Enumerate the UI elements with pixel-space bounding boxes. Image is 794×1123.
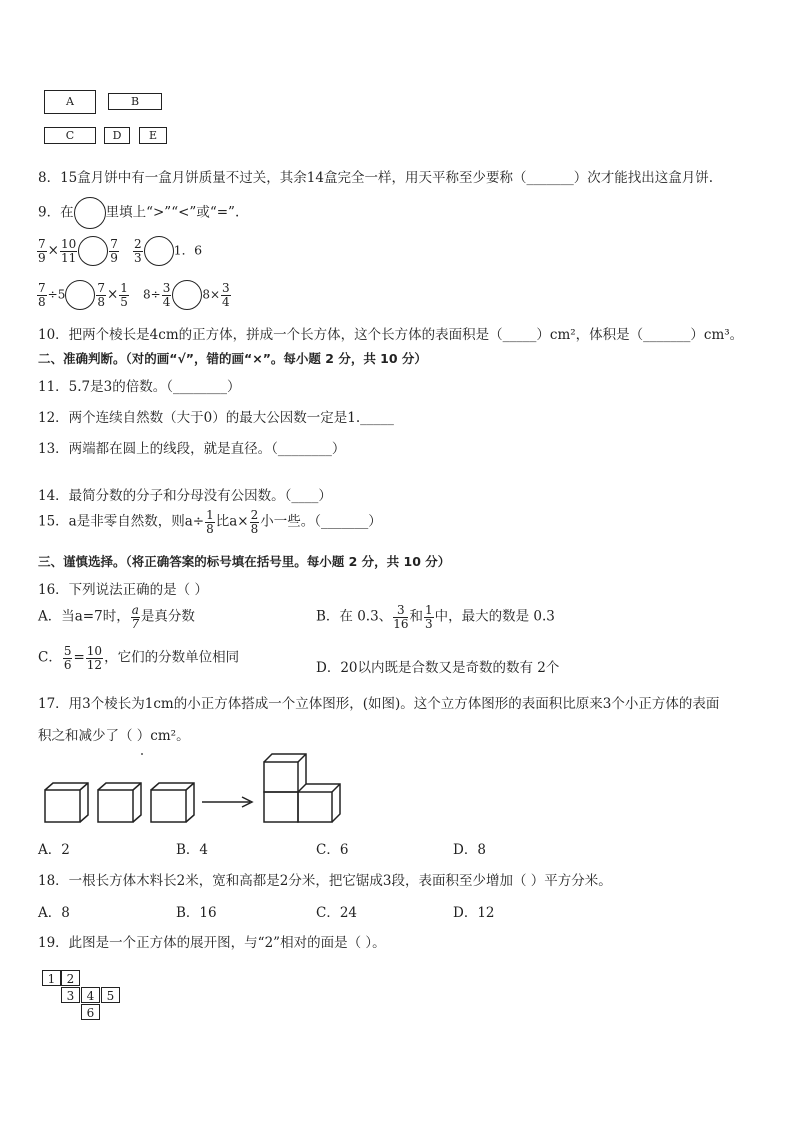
question-19: 19．此图是一个正方体的展开图，与“2”相对的面是（ ）。 [38,935,386,951]
net-cell: 2 [61,970,80,986]
fraction: $\frac{1}{8}$ [206,508,214,536]
q9-row1-left [36,236,120,266]
answer-circle[interactable] [65,280,95,310]
combined-cubes-icon [264,754,340,822]
q16-option-a [38,604,195,630]
fraction: $\frac{a}{7}$ [131,603,140,631]
cubes-figure [40,750,350,830]
q15-post: 小一些。（_______） [260,513,382,530]
question-8: 8．15盒月饼中有一盒月饼质量不过关，其余14盒完全一样，用天平称至少要称（_______）次才能找出这盒月饼. [38,170,713,186]
answer-circle[interactable] [172,280,202,310]
option-box-b: B [108,93,162,110]
q9-row2-left [36,280,130,310]
compare-circle-icon [74,197,106,229]
question-14: 14．最简分数的分子和分母没有公因数。（____） [38,488,332,504]
q17-option-c: C．6 [316,842,349,858]
fraction: $\frac{10}{11}$ [60,236,77,265]
operator: × [106,286,119,303]
option-box-a: A [44,90,96,114]
cube-icon [151,783,194,822]
question-16-stem: 16．下列说法正确的是（ ） [38,582,208,598]
net-cell: 6 [81,1004,100,1020]
fraction: $\frac{1}{3}$ [424,603,433,631]
option-box-d: D [104,127,130,144]
net-cell: 3 [61,987,80,1003]
option-box-c: C [44,127,96,144]
fraction: $\frac{2}{3}$ [134,236,142,265]
q16-option-c [38,645,239,671]
q16-option-d: D．20以内既是合数又是奇数的数有 2个 [316,660,560,676]
question-9-stem [38,197,239,229]
cube-icon [98,783,141,822]
q9-pre: 9．在 [38,204,74,221]
q18-option-d: D．12 [453,905,495,921]
question-18: 18．一根长方体木料长2米，宽和高都是2分米，把它锯成3段，表面积至少增加（ ）平方分米。 [38,873,612,889]
answer-circle[interactable] [78,236,108,266]
section-2-heading: 二、准确判断。（对的画“√”，错的画“×”。每小题 2 分，共 10 分） [38,351,427,366]
fraction: $\frac{7}{9}$ [38,236,46,265]
question-15 [38,509,382,535]
operator: 8÷ [143,287,161,302]
fraction: $\frac{3}{16}$ [393,603,409,631]
option-text: A．当a=7时， [38,608,130,625]
fraction: $\frac{2}{8}$ [250,508,259,536]
q18-option-c: C．24 [316,905,358,921]
question-10: 10．把两个棱长是4cm的正方体，拼成一个长方体，这个长方体的表面积是（_____）cm²，体积是（_______）cm³。 [38,327,744,343]
q9-row2-right [143,280,232,310]
q17-option-d: D．8 [453,842,486,858]
fraction: $\frac{10}{12}$ [86,644,103,672]
q15-pre: 15．a是非零自然数，则a÷ [38,513,205,530]
question-11: 11．5.7是3的倍数。（________） [38,379,241,395]
option-text: 中，最大的数是 0.3 [434,608,555,625]
q9-row1-right [132,236,202,266]
net-cell: 1 [42,970,61,986]
section-3-heading: 三、谨慎选择。（将正确答案的标号填在括号里。每小题 2 分，共 10 分） [38,554,451,569]
q17-option-b: B．4 [176,842,209,858]
option-text: B．在 0.3、 [316,608,393,625]
value-text: 1．6 [173,242,203,258]
cube-icon [45,783,88,822]
q18-option-b: B．16 [176,905,217,921]
operator: × [47,242,59,259]
fraction: $\frac{3}{4}$ [162,280,171,309]
option-text: = [73,649,85,666]
option-text: 是真分数 [140,608,195,625]
option-box-e: E [139,127,167,144]
operator: ÷5 [47,287,66,302]
question-17-line1: 17．用3个棱长为1cm的小正方体搭成一个立体图形，(如图)。这个立方体图形的表面积比原来3个小正方体的表面 [38,696,720,712]
fraction: $\frac{1}{5}$ [120,280,128,309]
fraction: $\frac{7}{8}$ [97,280,105,309]
fraction: $\frac{5}{6}$ [63,644,72,672]
fraction: $\frac{7}{8}$ [38,280,46,309]
q18-option-a: A．8 [38,905,70,921]
fraction: $\frac{3}{4}$ [222,280,230,309]
question-17-line2: 积之和减少了（ ）cm²。 [38,728,190,744]
question-13: 13．两端都在圆上的线段，就是直径。（________） [38,441,346,457]
q17-option-a: A．2 [38,842,70,858]
q16-option-b [316,604,555,630]
option-text: C． [38,649,62,666]
net-cell: 5 [101,987,120,1003]
question-12: 12．两个连续自然数（大于0）的最大公因数一定是1._____ [38,410,394,426]
net-cell: 4 [81,987,100,1003]
option-text: 和 [409,608,423,625]
answer-circle[interactable] [144,236,174,266]
q15-mid: 比a× [215,513,249,530]
option-text: ，它们的分数单位相同 [104,649,240,666]
q9-post: 里填上“>”“<”或“=”. [105,204,240,221]
fraction: $\frac{7}{9}$ [110,236,118,265]
operator: 8× [202,287,221,302]
